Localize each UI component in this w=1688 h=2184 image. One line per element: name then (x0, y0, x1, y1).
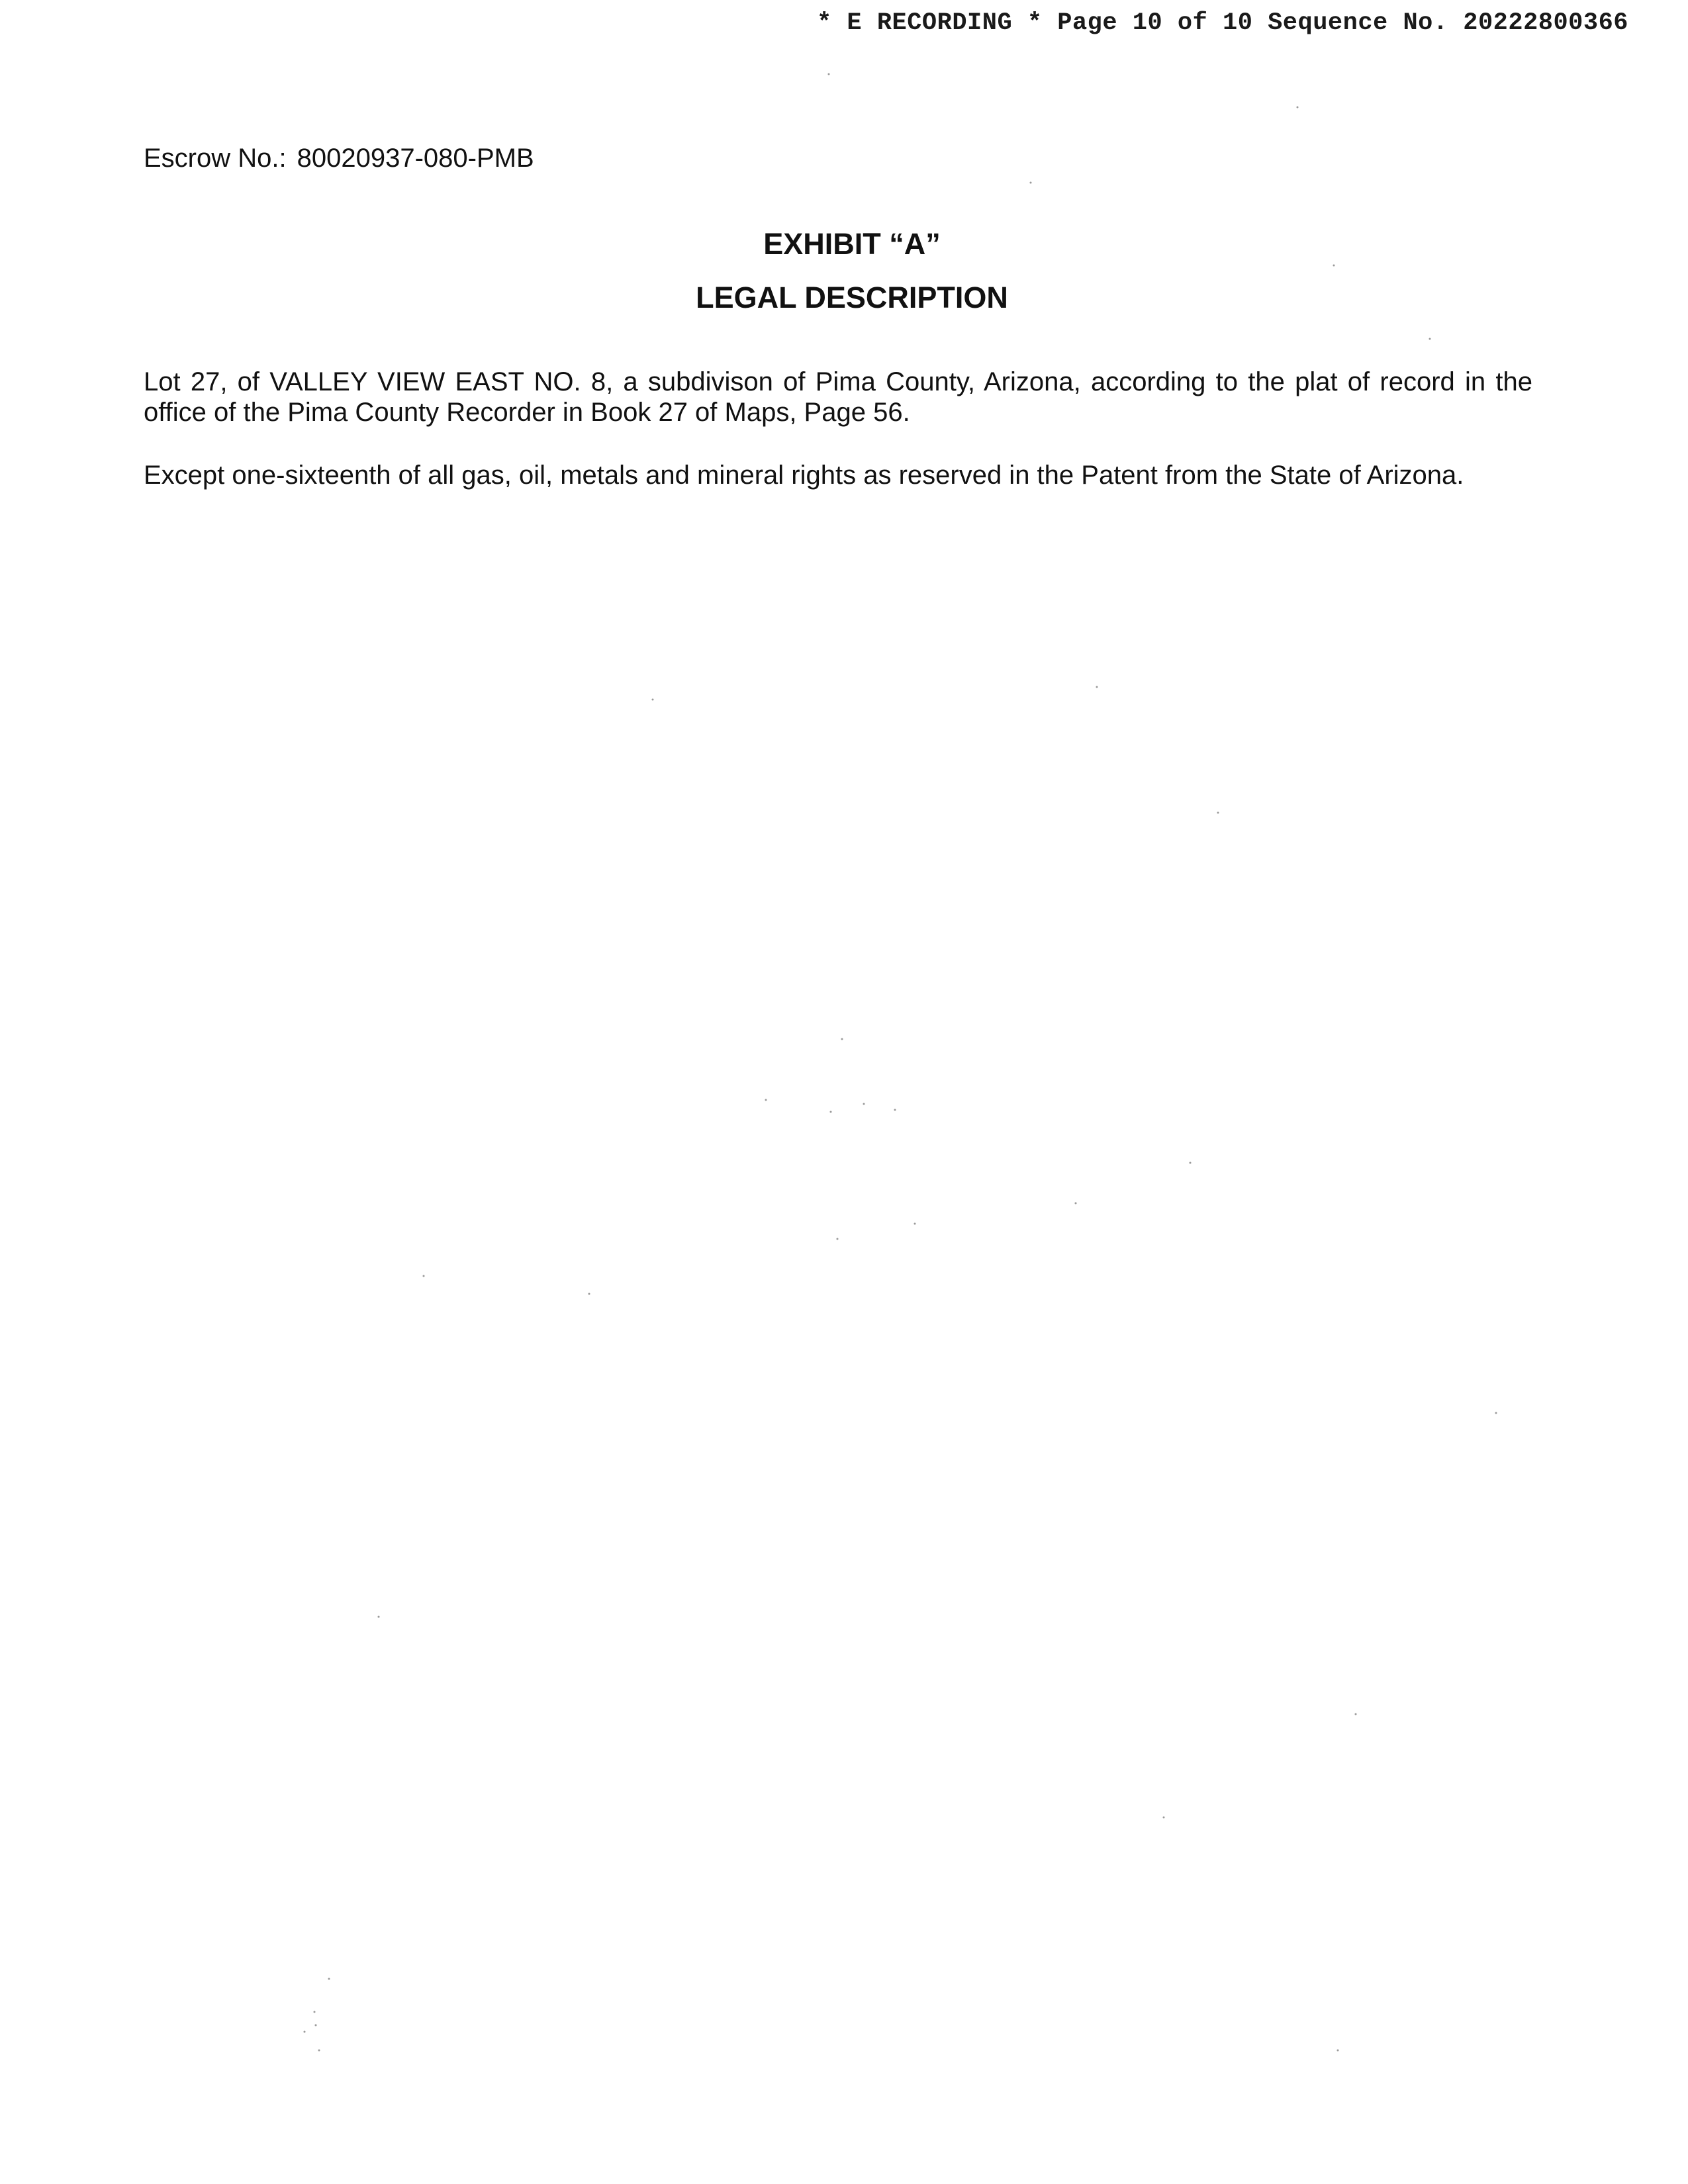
section-title: LEGAL DESCRIPTION (696, 281, 1008, 314)
escrow-number: 80020937-080-PMB (297, 144, 534, 173)
legal-description-paragraph: Lot 27, of VALLEY VIEW EAST NO. 8, a subdivison of Pima County, Arizona, according to the plat of record in the office of the Pima County Recorder in Book 27 of Maps, Page 56. (144, 367, 1532, 427)
mineral-rights-exception-paragraph: Except one-sixteenth of all gas, oil, metals and mineral rights as reserved in the Patent from the State of Arizona. (144, 461, 1464, 490)
escrow-line (144, 144, 534, 173)
exhibit-title: EXHIBIT “A” (763, 227, 941, 261)
escrow-label: Escrow No.: (144, 144, 287, 173)
recording-header: * E RECORDING * Page 10 of 10 Sequence No. 20222800366 (817, 9, 1628, 37)
